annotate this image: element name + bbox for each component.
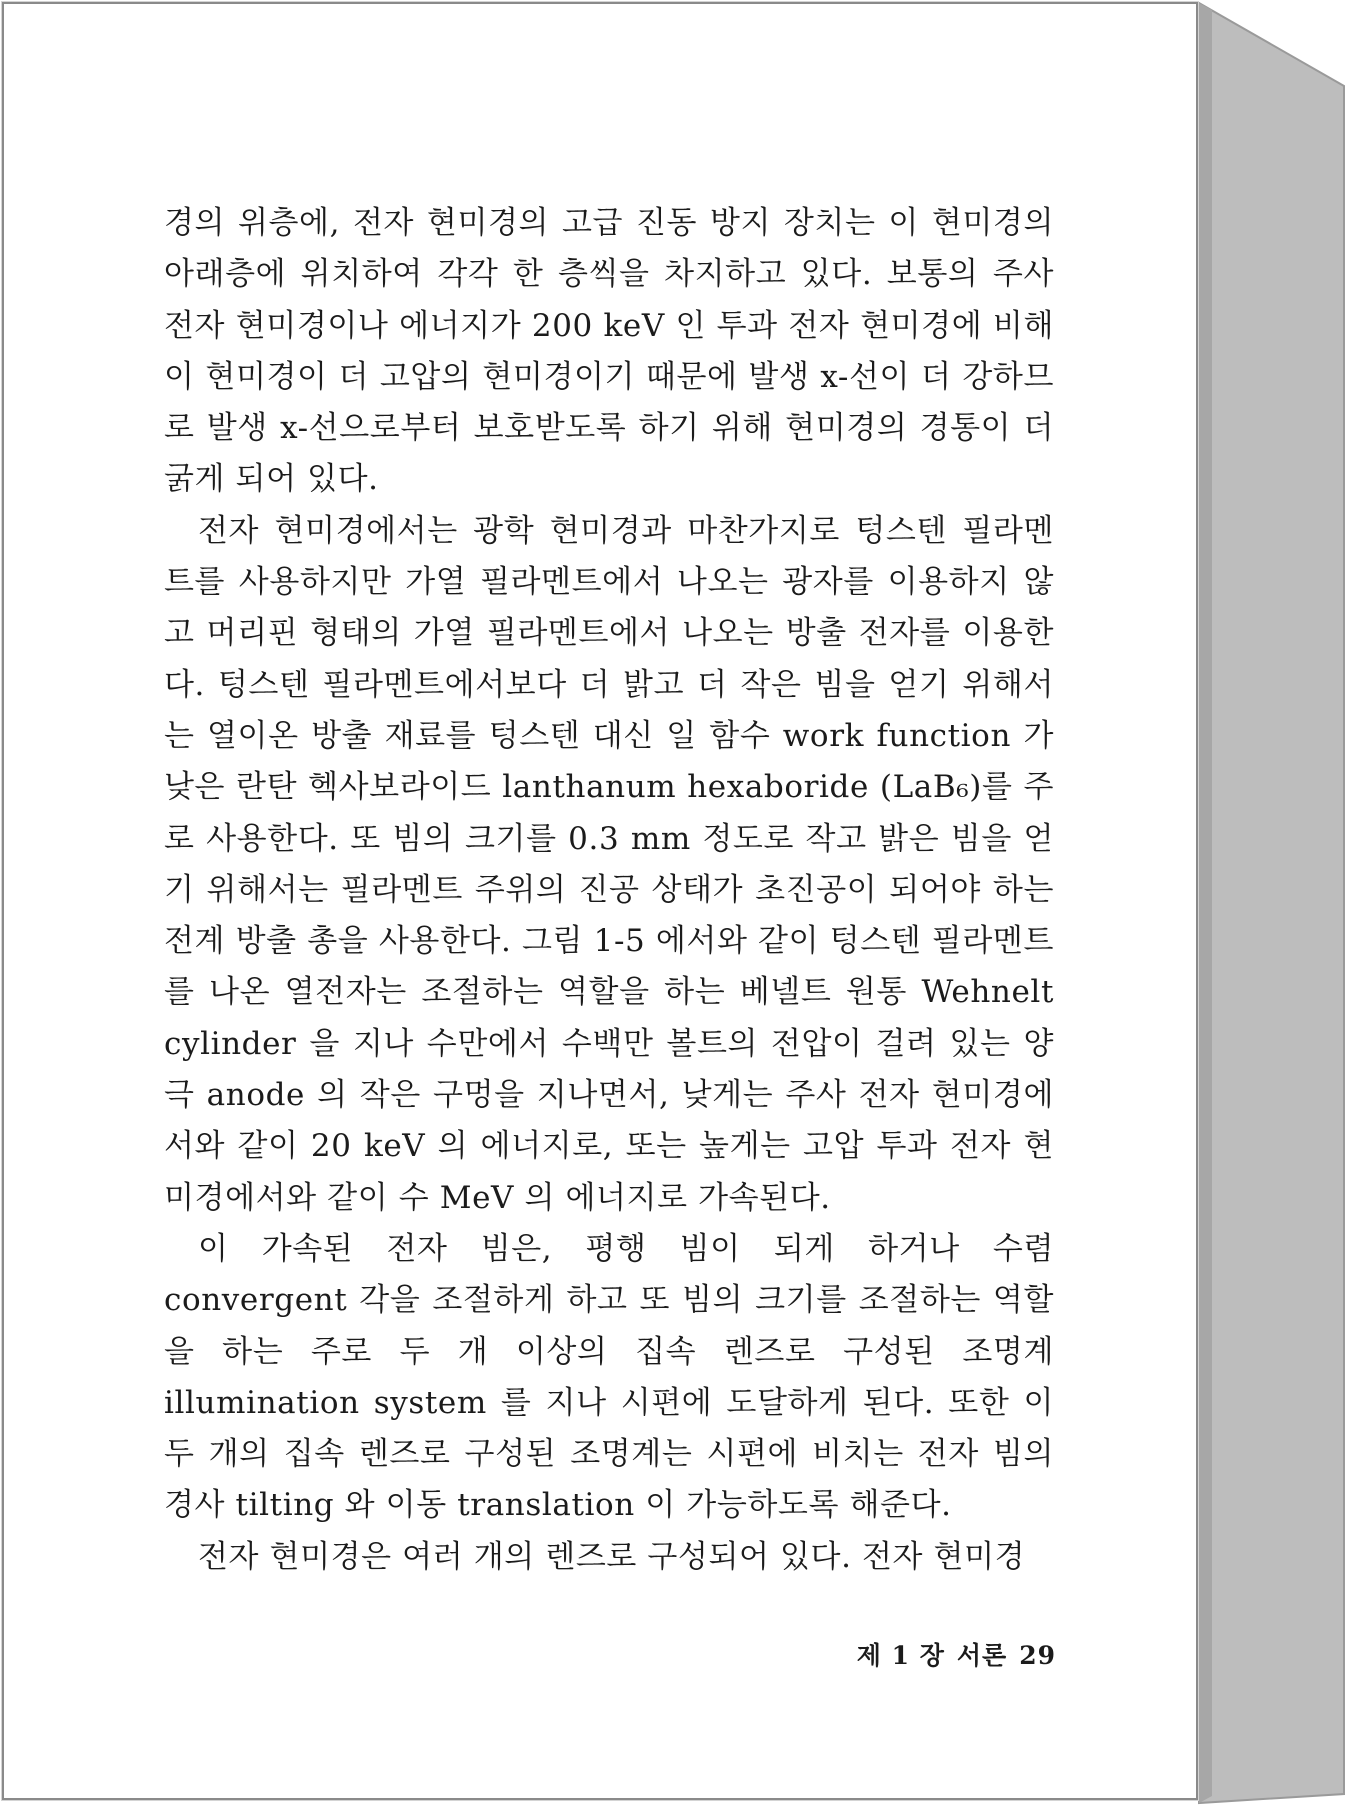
paragraph-2: 전자 현미경에서는 광학 현미경과 마찬가지로 텅스텐 필라멘트를 사용하지만 가열 필라멘트에서 나오는 광자를 이용하지 않고 머리핀 형태의 가열 필라멘트에서 나오는 방출 전자를 이용한다. 텅스텐 필라멘트에서보다 더 밝고 더 작은 빔을 얻기 위해서는 열이온 방출 재료를 텅스텐 대신 일 함수 work function 가 낮은 란탄 헥사보라이드 lanthanum hexaboride (LaB₆)를 주로 사용한다. 또 빔의 크기를 0.3 mm 정도로 작고 밝은 빔을 얻기 위해서는 필라멘트 주위의 진공 상태가 초진공이 되어야 하는 전계 방출 총을 사용한다. 그림 1-5 에서와 같이 텅스텐 필라멘트를 나온 열전자는 조절하는 역할을 하는 베넬트 원통 Wehnelt cylinder 을 지나 수만에서 수백만 볼트의 전압이 걸려 있는 양극 anode 의 작은 구멍을 지나면서, 낮게는 주사 전자 현미경에서와 같이 20 keV 의 에너지로, 또는 높게는 고압 투과 전자 현미경에서와 같이 수 MeV 의 에너지로 가속된다. (164, 512, 1054, 1216)
body-text (164, 198, 1054, 1583)
page-number: 29 (1019, 1641, 1056, 1670)
running-footer (844, 1636, 1056, 1672)
paragraph-4: 전자 현미경은 여러 개의 렌즈로 구성되어 있다. 전자 현미경 (198, 1538, 1026, 1575)
paragraph-3: 이 가속된 전자 빔은, 평행 빔이 되게 하거나 수렴 convergent 각을 조절하게 하고 또 빔의 크기를 조절하는 역할을 하는 주로 두 개 이상의 집속 렌즈로 구성된 조명계 illumination system 를 지나 시편에 도달하게 된다. 또한 이 두 개의 집속 렌즈로 구성된 조명계는 시편에 비치는 전자 빔의 경사 tilting 와 이동 translation 이 가능하도록 해준다. (164, 1230, 1054, 1524)
footer-title: 서론 (956, 1641, 1008, 1670)
paragraph-1: 경의 위층에, 전자 현미경의 고급 진동 방지 장치는 이 현미경의 아래층에 위치하여 각각 한 층씩을 차지하고 있다. 보통의 주사 전자 현미경이나 에너지가 200 keV 인 투과 전자 현미경에 비해 이 현미경이 더 고압의 현미경이기 때문에 발생 x-선이 더 강하므로 발생 x-선으로부터 보호받도록 하기 위해 현미경의 경통이 더 굵게 되어 있다. (164, 205, 1054, 498)
footer-chapter: 제 1 장 (856, 1641, 945, 1670)
